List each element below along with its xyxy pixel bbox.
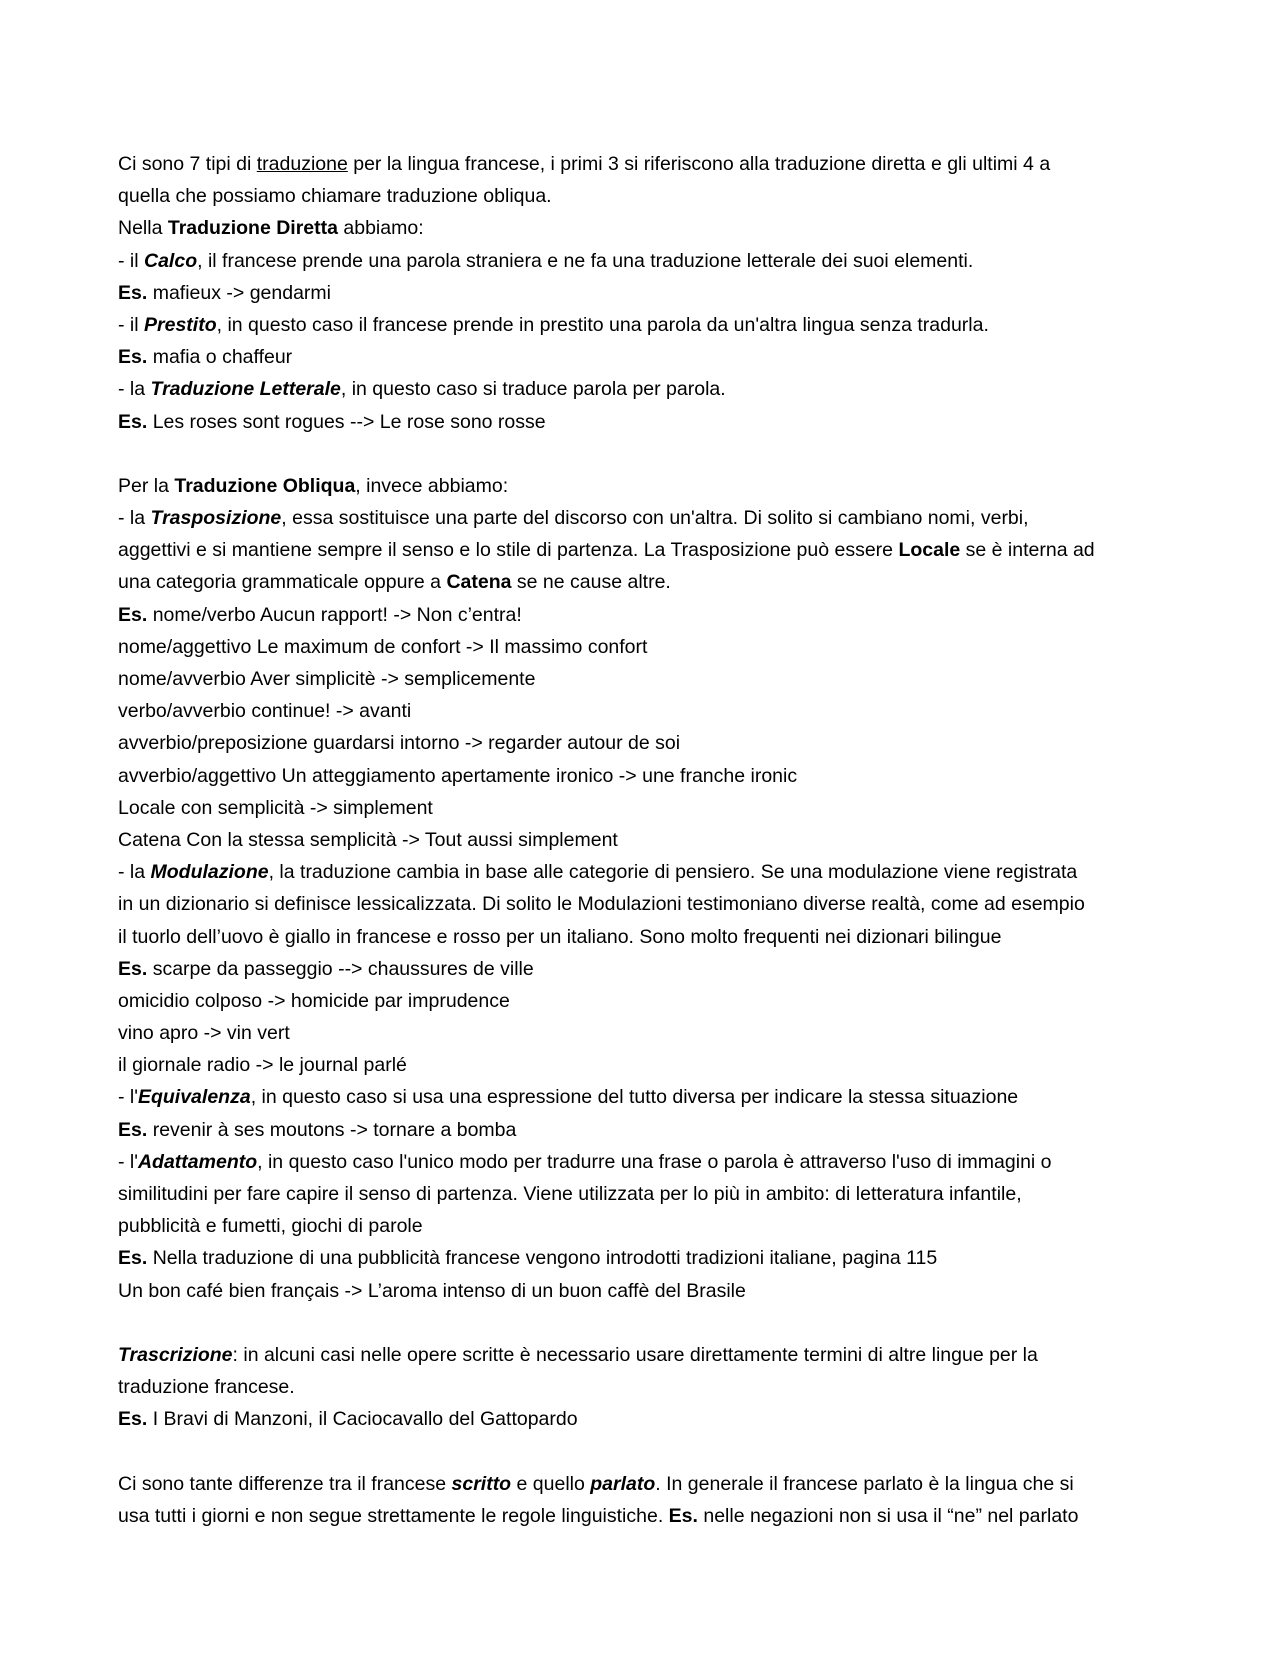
text-line: aggettivi e si mantiene sempre il senso e lo stile di partenza. La Trasposizione può essere Locale se è interna ad (118, 539, 1095, 562)
text-line: Ci sono 7 tipi di traduzione per la lingua francese, i primi 3 si riferiscono alla traduzione diretta e gli ultimi 4 a (118, 153, 1051, 175)
text-line: pubblicità e fumetti, giochi di parole (118, 1215, 423, 1238)
traduzione-link[interactable]: traduzione (256, 153, 348, 175)
modulazione-example: Es. scarpe da passeggio --> chaussures de ville (118, 957, 534, 980)
differenze-paragraph: Ci sono tante differenze tra il francese scritto e quello parlato. In generale il francese parlato è la lingua che si (118, 1472, 1074, 1495)
trasposizione-item: - la Trasposizione, essa sostituisce una parte del discorso con un'altra. Di solito si cambiano nomi, verbi, (118, 507, 1029, 530)
adattamento-item: - l'Adattamento, in questo caso l'unico modo per tradurre una frase o parola è attraverso l'uso di immagini o (118, 1150, 1052, 1173)
equivalenza-item: - l'Equivalenza, in questo caso si usa una espressione del tutto diversa per indicare la stessa situazione (118, 1086, 1019, 1109)
example-line: Un bon café bien français -> L’aroma intenso di un buon caffè del Brasile (118, 1279, 746, 1302)
text-line: in un dizionario si definisce lessicalizzata. Di solito le Modulazioni testimoniano diverse realtà, come ad esempio (118, 893, 1085, 916)
example-line: nome/aggettivo Le maximum de confort -> Il massimo confort (118, 635, 648, 658)
section-intro-obliqua: Per la Traduzione Obliqua, invece abbiamo: (118, 474, 509, 497)
blank-line (118, 1307, 1180, 1339)
example-line: il giornale radio -> le journal parlé (118, 1054, 407, 1077)
example-line: avverbio/preposizione guardarsi intorno -> regarder autour de soi (118, 732, 681, 755)
text-line: traduzione francese. (118, 1376, 295, 1399)
trasposizione-example: Es. nome/verbo Aucun rapport! -> Non c’entra! (118, 603, 522, 626)
section-intro-diretta: Nella Traduzione Diretta abbiamo: (118, 217, 424, 240)
text-line: una categoria grammaticale oppure a Catena se ne cause altre. (118, 571, 671, 594)
letterale-example: Es. Les roses sont rogues --> Le rose sono rosse (118, 410, 546, 433)
example-line: Catena Con la stessa semplicità -> Tout aussi simplement (118, 828, 618, 851)
blank-line (118, 438, 1180, 470)
text-line: usa tutti i giorni e non segue strettamente le regole linguistiche. Es. nelle negazioni non si usa il “ne” nel parlato (118, 1504, 1079, 1527)
calco-item: - il Calco, il francese prende una parola straniera e ne fa una traduzione letterale dei suoi elementi. (118, 249, 974, 272)
text-line: similitudini per fare capire il senso di partenza. Viene utilizzata per lo più in ambito: di letteratura infantile, (118, 1183, 1022, 1205)
text-line: il tuorlo dell’uovo è giallo in francese e rosso per un italiano. Sono molto frequenti nei dizionari bilingue (118, 925, 1002, 948)
prestito-example: Es. mafia o chaffeur (118, 346, 293, 369)
modulazione-item: - la Modulazione, la traduzione cambia in base alle categorie di pensiero. Se una modulazione viene registrata (118, 861, 1078, 884)
example-line: nome/avverbio Aver simplicitè -> semplicemente (118, 668, 536, 690)
prestito-item: - il Prestito, in questo caso il francese prende in prestito una parola da un'altra lingua senza tradurla. (118, 313, 989, 336)
trascrizione-example: Es. I Bravi di Manzoni, il Caciocavallo del Gattopardo (118, 1408, 578, 1431)
blank-line (118, 1436, 1180, 1468)
example-line: vino apro -> vin vert (118, 1022, 290, 1045)
trascrizione-item: Trascrizione: in alcuni casi nelle opere scritte è necessario usare direttamente termini di altre lingue per la (118, 1343, 1038, 1366)
example-line: avverbio/aggettivo Un atteggiamento apertamente ironico -> une franche ironic (118, 764, 798, 787)
example-line: verbo/avverbio continue! -> avanti (118, 700, 412, 723)
text-line: quella che possiamo chiamare traduzione obliqua. (118, 185, 552, 208)
calco-example: Es. mafieux -> gendarmi (118, 281, 331, 304)
example-line: omicidio colposo -> homicide par imprudence (118, 989, 510, 1012)
equivalenza-example: Es. revenir à ses moutons -> tornare a bomba (118, 1118, 517, 1141)
letterale-item: - la Traduzione Letterale, in questo caso si traduce parola per parola. (118, 378, 726, 401)
example-line: Locale con semplicità -> simplement (118, 796, 433, 819)
adattamento-example: Es. Nella traduzione di una pubblicità francese vengono introdotti tradizioni italiane, pagina 115 (118, 1247, 938, 1270)
